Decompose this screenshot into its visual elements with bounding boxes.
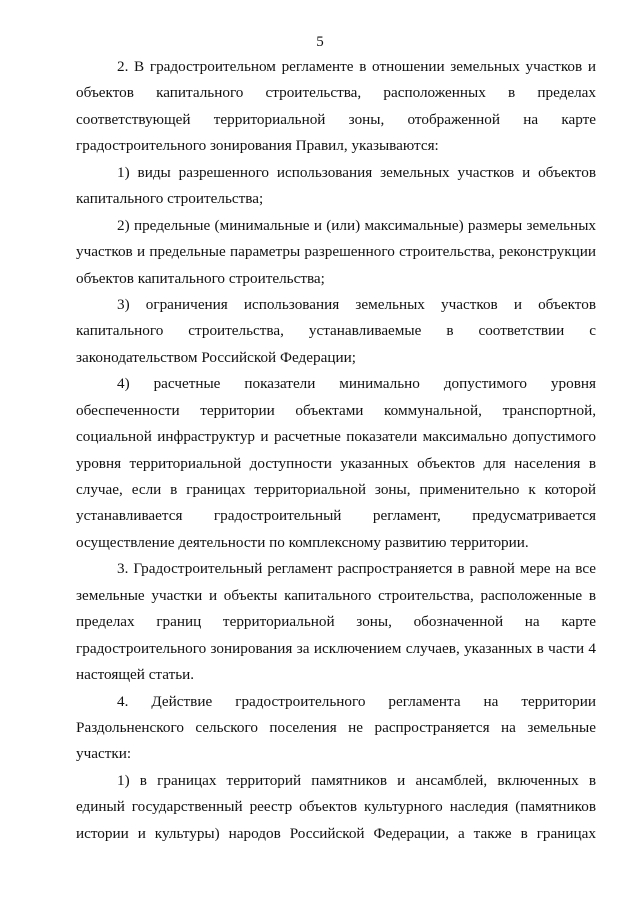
text-line: настоящей статьи. (76, 666, 195, 684)
text-line: соответствующей территориальной зоны, отображенной на карте (76, 110, 596, 128)
text-line: 4. Действие градостроительного регламента на территории (117, 692, 596, 710)
text-line: 4) расчетные показатели минимально допустимого уровня (117, 375, 596, 393)
text-line: 2) предельные (минимальные и (или) максимальные) размеры земельных (117, 216, 596, 234)
document-body (76, 54, 596, 847)
text-line: социальной инфраструктур и расчетные показатели максимально допустимого (76, 428, 596, 446)
text-line: 2. В градостроительном регламенте в отношении земельных участков и (117, 58, 596, 75)
text-line: участки: (76, 745, 132, 763)
text-line: уровня территориальной доступности указанных объектов для населения в (76, 454, 596, 472)
page-number: 5 (316, 34, 324, 50)
text-line: 1) в границах территорий памятников и ансамблей, включенных в (117, 771, 596, 789)
text-line: объектов капитального строительства; (76, 269, 325, 287)
text-line: 3) ограничения использования земельных участков и объектов (117, 295, 596, 313)
text-line: капитального строительства, устанавливаемые в соответствии с (76, 322, 596, 340)
text-line: капитального строительства; (76, 190, 264, 208)
text-line: градостроительного зонирования Правил, указываются: (76, 137, 439, 155)
text-line: земельные участки и объекты капитального строительства, расположенные в (76, 586, 596, 604)
text-line: осуществление деятельности по комплексному развитию территории. (76, 533, 529, 551)
text-line: случае, если в границах территориальной зоны, применительно к которой (76, 481, 596, 498)
text-line: пределах границ территориальной зоны, обозначенной на карте (76, 613, 596, 631)
text-line: законодательством Российской Федерации; (76, 348, 356, 366)
text-line: градостроительного зонирования за исключением случаев, указанных в части 4 (76, 639, 596, 657)
text-line: 3. Градостроительный регламент распространяется в равной мере на все (117, 560, 596, 578)
text-line: единый государственный реестр объектов культурного наследия (памятников (76, 798, 596, 816)
text-line: устанавливается градостроительный регламент, предусматривается (76, 507, 596, 525)
text-line: 1) виды разрешенного использования земельных участков и объектов (117, 163, 596, 181)
text-line: обеспеченности территории объектами коммунальной, транспортной, (76, 401, 596, 419)
text-line: истории и культуры) народов Российской Федерации, а также в границах (76, 824, 596, 842)
text-line: объектов капитального строительства, расположенных в пределах (76, 84, 596, 102)
text-line: Раздольненского сельского поселения не распространяется на земельные (76, 718, 596, 736)
text-line: участков и предельные параметры разрешенного строительства, реконструкции (76, 243, 596, 261)
